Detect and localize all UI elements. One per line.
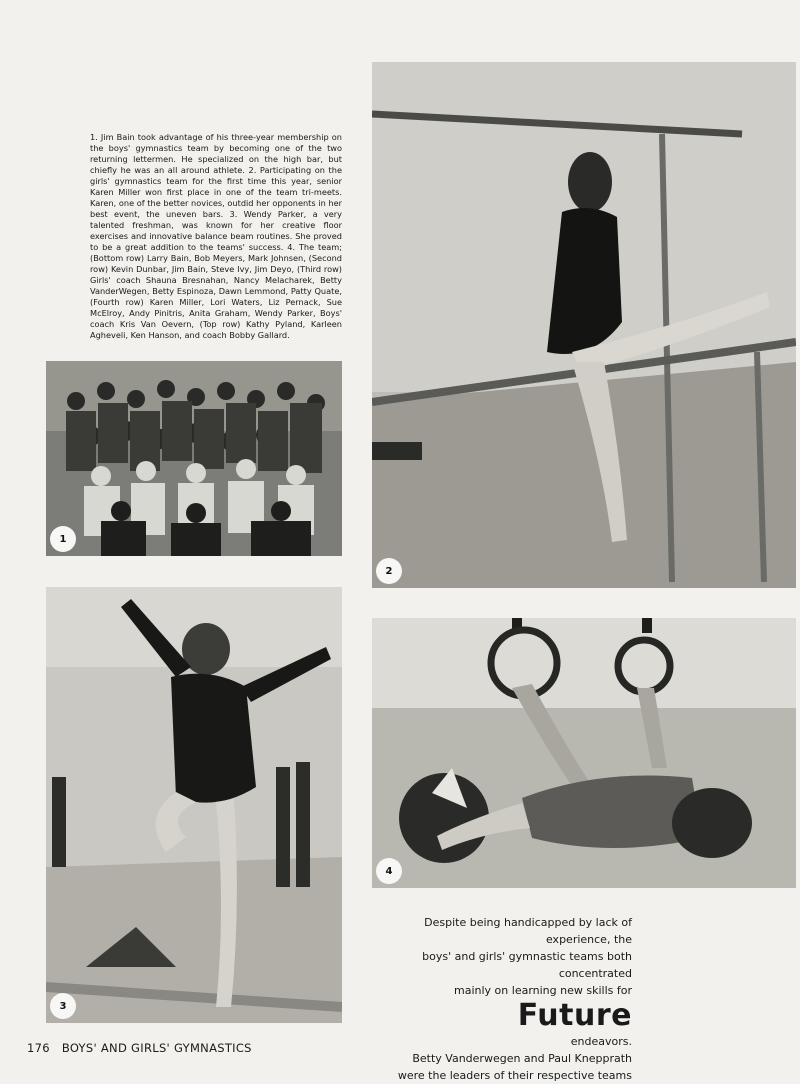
rings-photo-image — [372, 618, 796, 888]
photo-number-badge: 4 — [376, 858, 402, 884]
photo-caption: 1. Jim Bain took advantage of his three-year membership on the boys' gymnastics team by becoming one of the two returning lettermen. He specialized on the high bar, but chiefly he was an all around athlete. 2. Participating on the girls' gymnastics team for the first time this year, senior Karen Miller won first place in one of the team tri-meets. Karen, one of the better novices, outdid her opponents in her best event, the uneven bars. 3. Wendy Parker, a very talented freshman, was known for her creative floor exercises and innovative balance beam routines. She proved to be a great addition to the teams' success. 4. The team; (Bottom row) Larry Bain, Bob Meyers, Mark Johnsen, (Second row) Kevin Dunbar, Jim Bain, Steve Ivy, Jim Deyo, (Third row) Girls' coach Shauna Bresnahan, Nancy Melacharek, Betty VanderWegen, Betty Espinoza, Dawn Lemmond, Patty Quate, (Fourth row) Karen Miller, Lori Waters, Liz Pernack, Sue McElroy, Andy Pinitris, Anita Graham, Wendy Parker, Boys' coach Kris Van Oevern, (Top row) Kathy Pyland, Karleen Agheveli, Ken Hanson, and coach Bobby Gallard. — [90, 132, 342, 340]
summary-line: were the leaders of their respective teams — [397, 1069, 632, 1082]
summary-line: mainly on learning new skills for — [454, 984, 632, 997]
floor-exercise-photo — [46, 587, 342, 1023]
team-photo-image — [46, 361, 342, 556]
summary-line: endeavors. — [570, 1035, 632, 1048]
page-number: 176 — [27, 1041, 50, 1055]
photo-number-badge: 3 — [50, 993, 76, 1019]
summary-line: Betty Vanderwegen and Paul Knepprath — [412, 1052, 632, 1065]
headline-future: Future — [517, 998, 632, 1033]
uneven-bars-photo — [372, 62, 796, 588]
photo-number-badge: 2 — [376, 558, 402, 584]
team-photo — [46, 361, 342, 556]
summary-line: boys' and girls' gymnastic teams both concentrated — [422, 950, 632, 980]
uneven-bars-photo-image — [372, 62, 796, 588]
section-title: BOYS' AND GIRLS' GYMNASTICS — [61, 1041, 252, 1055]
photo-number-badge: 1 — [50, 526, 76, 552]
page-footer — [27, 1041, 252, 1055]
summary-line: Despite being handicapped by lack of experience, the — [424, 916, 632, 946]
floor-exercise-photo-image — [46, 587, 342, 1023]
summary-block — [360, 914, 632, 1084]
rings-photo — [372, 618, 796, 888]
